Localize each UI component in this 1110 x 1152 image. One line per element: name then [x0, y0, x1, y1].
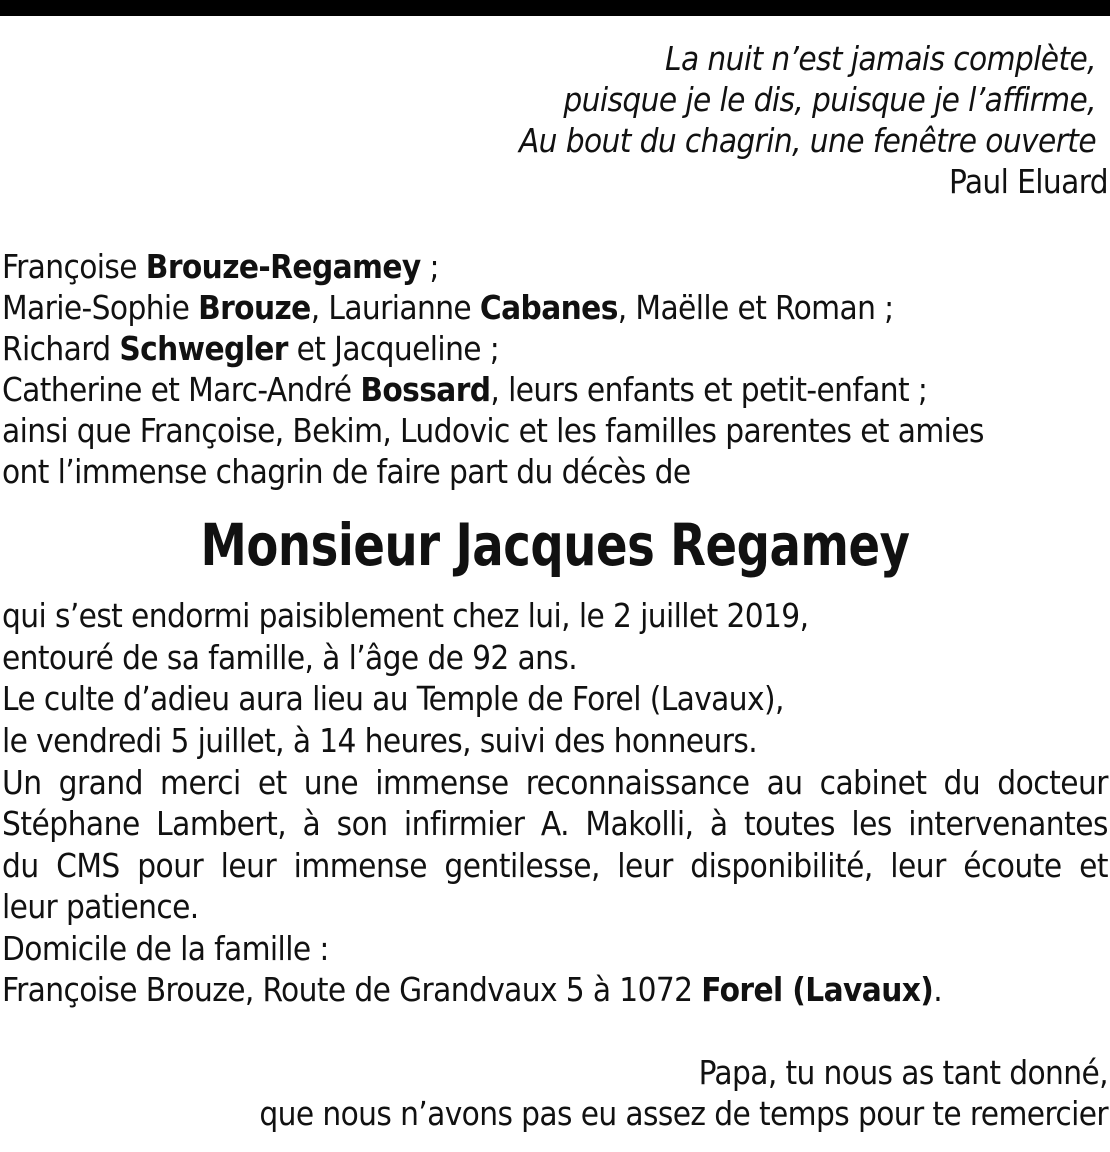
epigraph-line-1: La nuit n’est jamais complète,: [665, 39, 1096, 78]
family-address: [2, 969, 942, 1010]
text: , Maëlle et Roman ;: [617, 288, 894, 327]
text: , Laurianne: [310, 288, 480, 327]
text: , leurs enfants et petit-enfant ;: [490, 370, 928, 409]
text: et Jacqueline ;: [287, 329, 500, 368]
body-line-7: du CMS pour leur immense gentilesse, leur disponibilité, leur écoute et: [2, 846, 1108, 885]
body-line-3: Le culte d’adieu aura lieu au Temple de Forel (Lavaux),: [2, 679, 784, 718]
text: Françoise: [2, 247, 146, 286]
deceased-name: Monsieur Jacques Regamey: [200, 511, 910, 579]
body-line-9: Domicile de la famille :: [2, 929, 329, 968]
text: Marie-Sophie: [2, 288, 199, 327]
surname: Schwegler: [119, 329, 288, 368]
surname: Cabanes: [479, 288, 618, 327]
text: Françoise Brouze, Route de Grandvaux 5 à 1072: [2, 970, 702, 1009]
epigraph-author: Paul Eluard: [949, 162, 1108, 201]
epigraph-line-2: puisque je le dis, puisque je l’affirme,: [563, 80, 1096, 119]
family-line-1: [2, 246, 439, 287]
closing-line-1: Papa, tu nous as tant donné,: [698, 1053, 1108, 1092]
family-line-6: ont l’immense chagrin de faire part du décès de: [2, 452, 691, 491]
text: Catherine et Marc-André: [2, 370, 361, 409]
text: Richard: [2, 329, 120, 368]
top-rule: [0, 0, 1110, 16]
text: ;: [420, 247, 439, 286]
text: .: [933, 970, 943, 1009]
family-line-3: [2, 328, 499, 369]
body-line-8: leur patience.: [2, 887, 199, 926]
family-line-4: [2, 369, 927, 410]
surname: Bossard: [360, 370, 491, 409]
body-line-6: Stéphane Lambert, à son infirmier A. Makolli, à toutes les intervenantes: [2, 804, 1108, 843]
body-line-2: entouré de sa famille, à l’âge de 92 ans.: [2, 638, 578, 677]
surname: Brouze: [198, 288, 311, 327]
surname: Brouze-Regamey: [145, 247, 421, 286]
body-line-5: Un grand merci et une immense reconnaissance au cabinet du docteur: [2, 763, 1108, 802]
family-line-2: [2, 287, 894, 328]
locality: Forel (Lavaux): [701, 970, 934, 1009]
body-line-4: le vendredi 5 juillet, à 14 heures, suivi des honneurs.: [2, 721, 758, 760]
closing-line-2: que nous n’avons pas eu assez de temps pour te remercier: [259, 1094, 1108, 1133]
family-line-5: ainsi que Françoise, Bekim, Ludovic et les familles parentes et amies: [2, 411, 984, 450]
body-line-1: qui s’est endormi paisiblement chez lui, le 2 juillet 2019,: [2, 596, 809, 635]
epigraph-line-3: Au bout du chagrin, une fenêtre ouverte: [518, 121, 1096, 160]
